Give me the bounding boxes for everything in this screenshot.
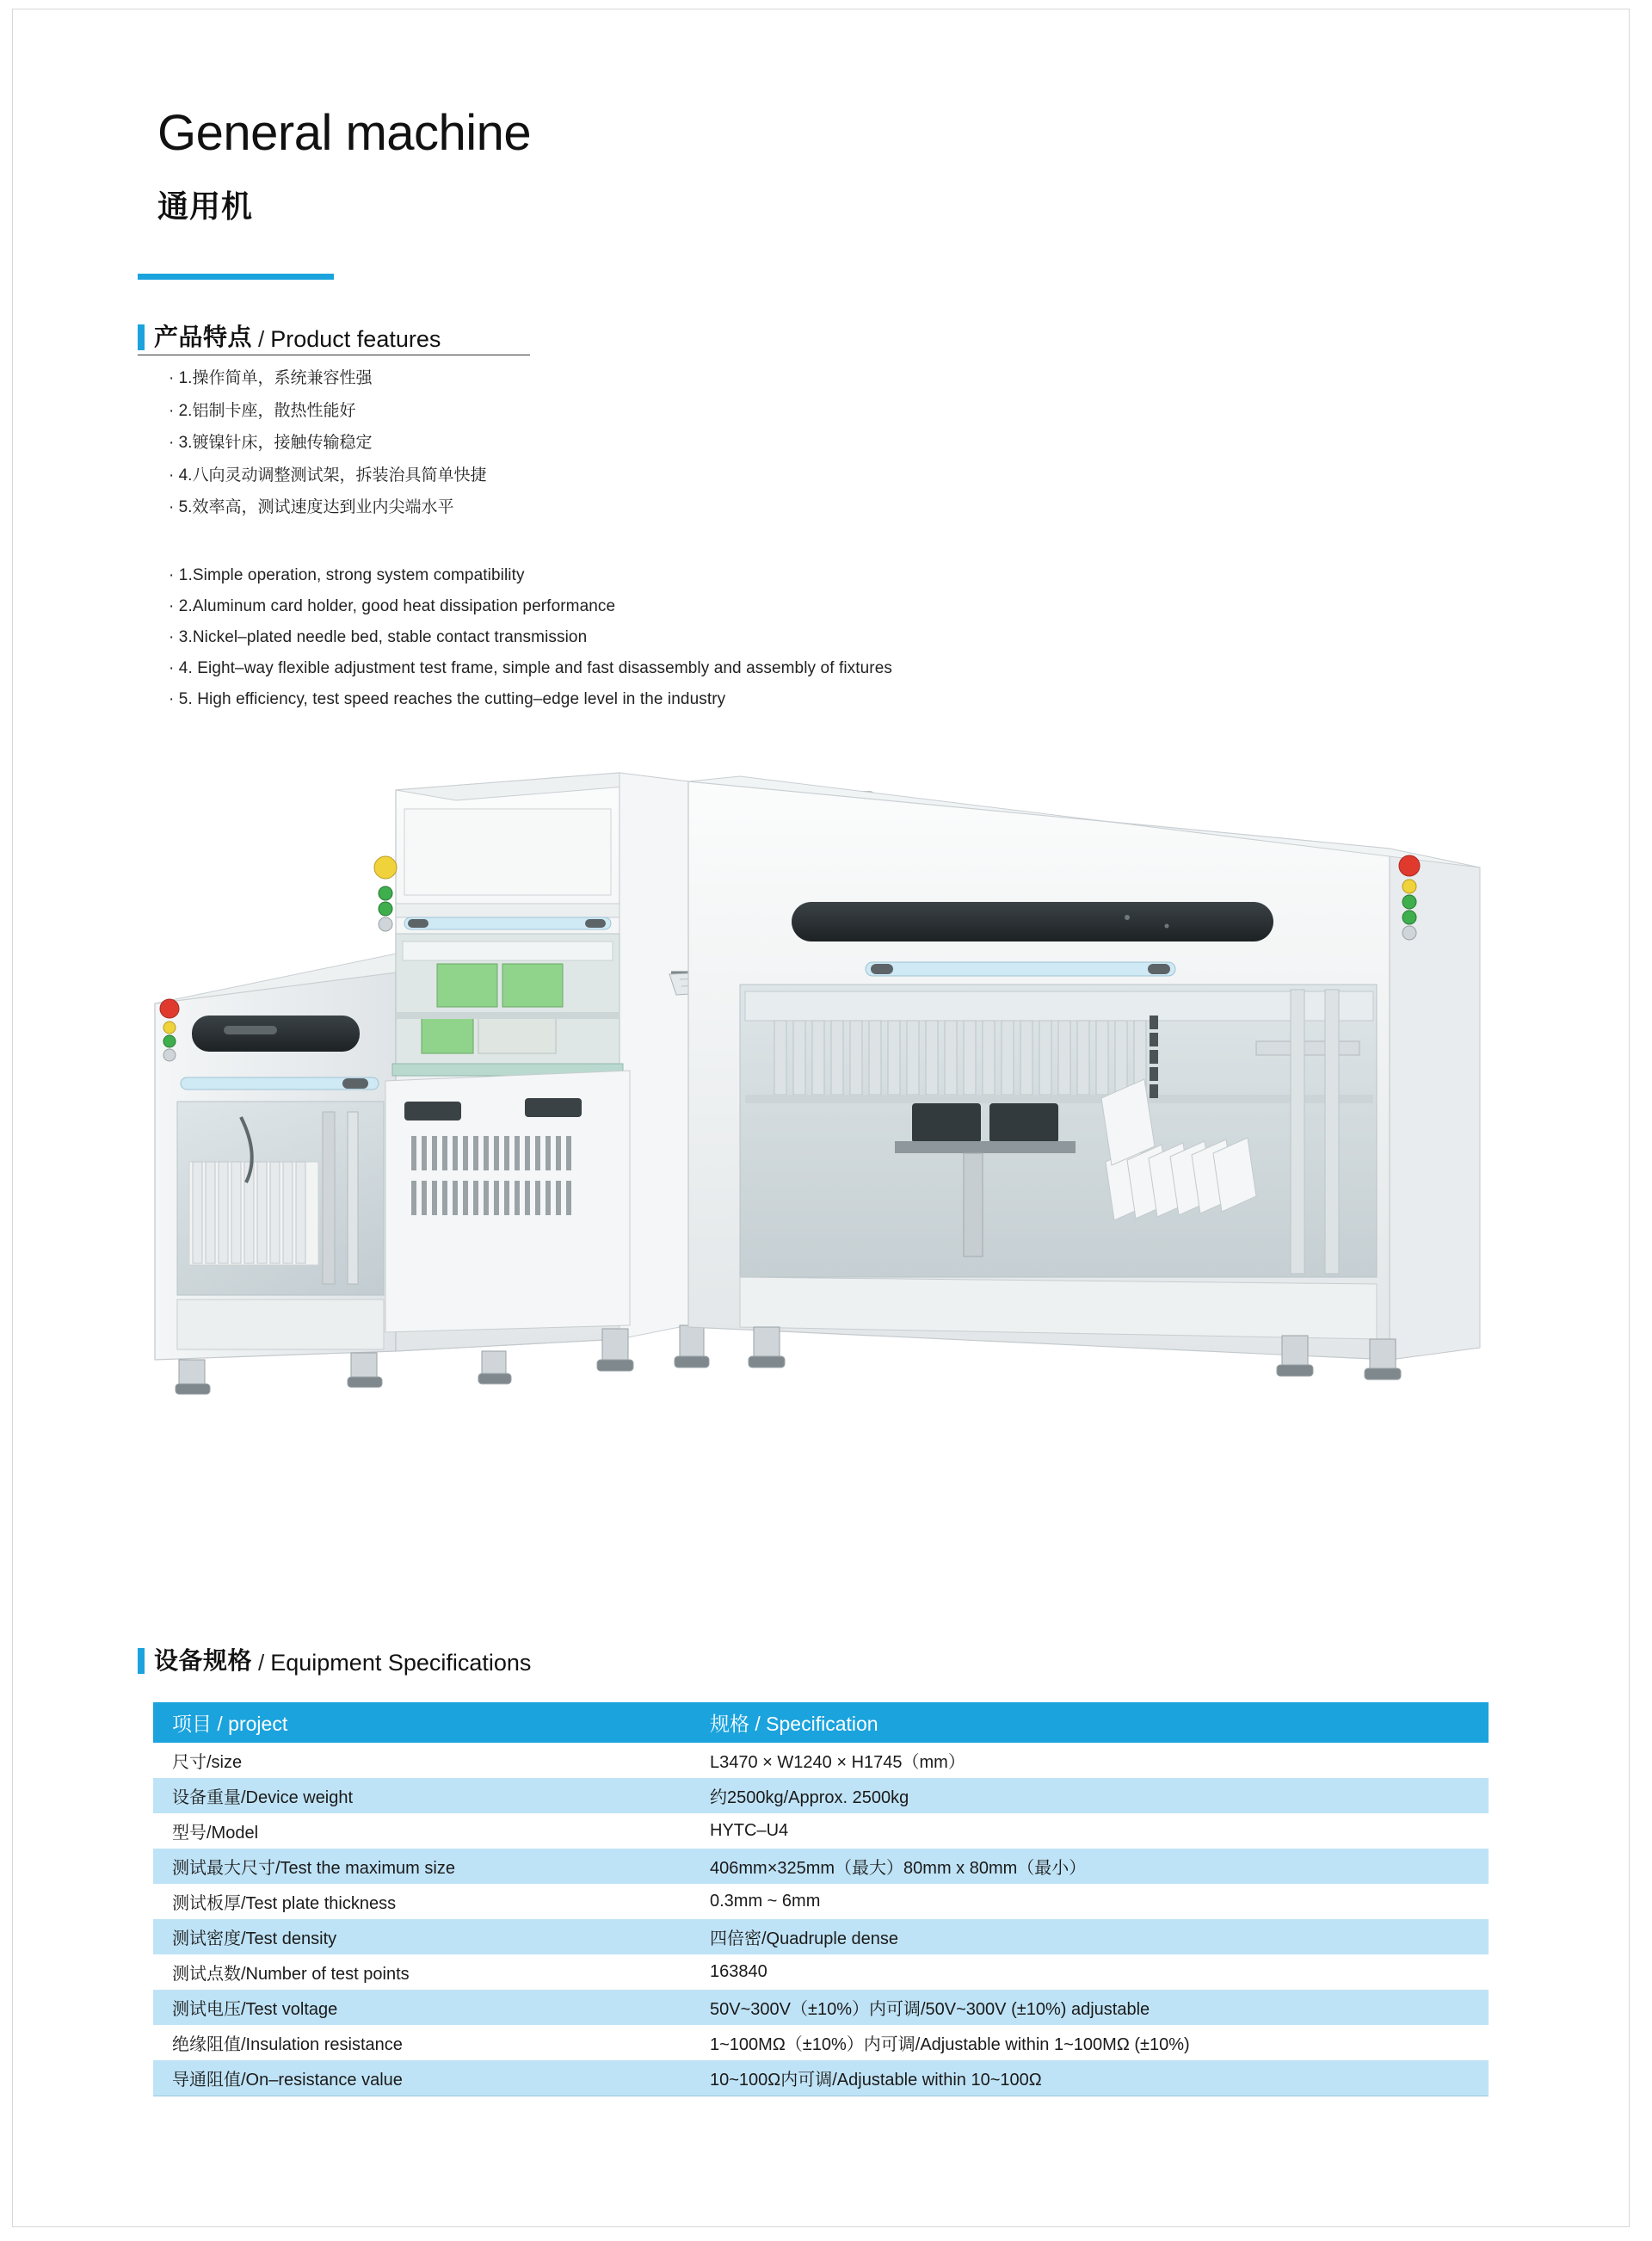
product-photo <box>138 757 1506 1472</box>
right-cabinet <box>688 776 1480 1380</box>
cell-project: 测试密度/Test density <box>172 1929 337 1948</box>
list-item: · 2.铝制卡座，散热性能好 <box>169 401 356 420</box>
list-item: · 3.镀镍针床，接触传输稳定 <box>169 434 373 452</box>
accent-bar <box>138 324 145 350</box>
cell-specification: 10~100Ω内可调/Adjustable within 10~100Ω <box>691 2060 1489 2096</box>
product-features-heading <box>138 318 441 353</box>
cell-project: 尺寸/size <box>172 1753 243 1772</box>
table-row <box>153 1813 1489 1849</box>
table-row <box>153 1990 1489 2025</box>
center-module <box>374 773 709 1371</box>
list-item: · 5. High efficiency, test speed reaches the cutting–edge level in the industry <box>169 690 726 708</box>
list-item: · 3.Nickel–plated needle bed, stable contact transmission <box>169 628 588 646</box>
cell-project: 型号/Model <box>172 1824 259 1843</box>
cell-project: 绝缘阻值/Insulation resistance <box>172 2035 403 2054</box>
heading-separator: / <box>258 1650 265 1676</box>
cell-project: 导通阻值/On–resistance value <box>153 2060 691 2096</box>
cell-specification: 1~100MΩ（±10%）内可调/Adjustable within 1~100MΩ (±10%) <box>710 2035 1190 2054</box>
cell-specification: L3470 × W1240 × H1745（mm） <box>710 1753 965 1772</box>
page-title-cn: 通用机 <box>157 188 254 224</box>
table-row <box>153 1743 1489 1778</box>
table-row <box>153 1919 1489 1954</box>
table-header-row <box>153 1702 1489 1743</box>
column-header-specification: 规格 / Specification <box>691 1702 1489 1743</box>
cell-project: 设备重量/Device weight <box>172 1788 354 1807</box>
cell-specification: 50V~300V（±10%）内可调/50V~300V (±10%) adjustable <box>710 2000 1150 2019</box>
list-item: · 1.操作简单，系统兼容性强 <box>169 369 373 387</box>
equipment-specifications-heading <box>138 1642 531 1676</box>
list-item: · 2.Aluminum card holder, good heat dissipation performance <box>169 597 616 615</box>
table-row <box>153 1884 1489 1919</box>
equipment-specifications-table <box>153 1702 1489 2096</box>
feature-list-cn <box>169 370 1201 532</box>
equipment-specifications-heading-cn: 设备规格 <box>154 1647 253 1674</box>
cell-project: 测试电压/Test voltage <box>172 2000 338 2019</box>
table-row <box>153 1778 1489 1813</box>
table-row <box>153 2060 1489 2096</box>
table-row <box>153 1849 1489 1884</box>
heading-separator: / <box>258 326 265 352</box>
table-row <box>153 2025 1489 2060</box>
list-item: · 4.八向灵动调整测试架，拆装治具简单快捷 <box>169 466 487 485</box>
cell-project: 测试板厚/Test plate thickness <box>172 1894 397 1913</box>
cell-specification: 0.3mm ~ 6mm <box>710 1892 821 1911</box>
cell-project: 测试点数/Number of test points <box>172 1965 410 1984</box>
cell-project: 测试最大尺寸/Test the maximum size <box>172 1859 455 1878</box>
cell-specification: 四倍密/Quadruple dense <box>710 1929 899 1948</box>
table-row <box>153 1954 1489 1990</box>
product-features-heading-en: Product features <box>270 326 441 352</box>
product-features-heading-cn: 产品特点 <box>154 324 253 350</box>
cell-specification: 163840 <box>710 1962 767 1981</box>
cell-specification: 约2500kg/Approx. 2500kg <box>710 1788 909 1807</box>
list-item: · 5.效率高，测试速度达到业内尖端水平 <box>169 498 454 516</box>
cell-specification: HYTC–U4 <box>710 1821 789 1840</box>
column-header-project: 项目 / project <box>153 1702 691 1743</box>
accent-bar <box>138 1648 145 1674</box>
feature-list-en <box>169 567 1287 722</box>
page-title-en: General machine <box>157 105 532 161</box>
list-item: · 1.Simple operation, strong system compatibility <box>169 566 525 584</box>
cell-specification: 406mm×325mm（最大）80mm x 80mm（最小） <box>710 1859 1087 1878</box>
title-accent-rule <box>138 274 334 280</box>
list-item: · 4. Eight–way flexible adjustment test frame, simple and fast disassembly and assembly of fixtures <box>169 659 892 677</box>
equipment-specifications-heading-en: Equipment Specifications <box>270 1650 532 1676</box>
